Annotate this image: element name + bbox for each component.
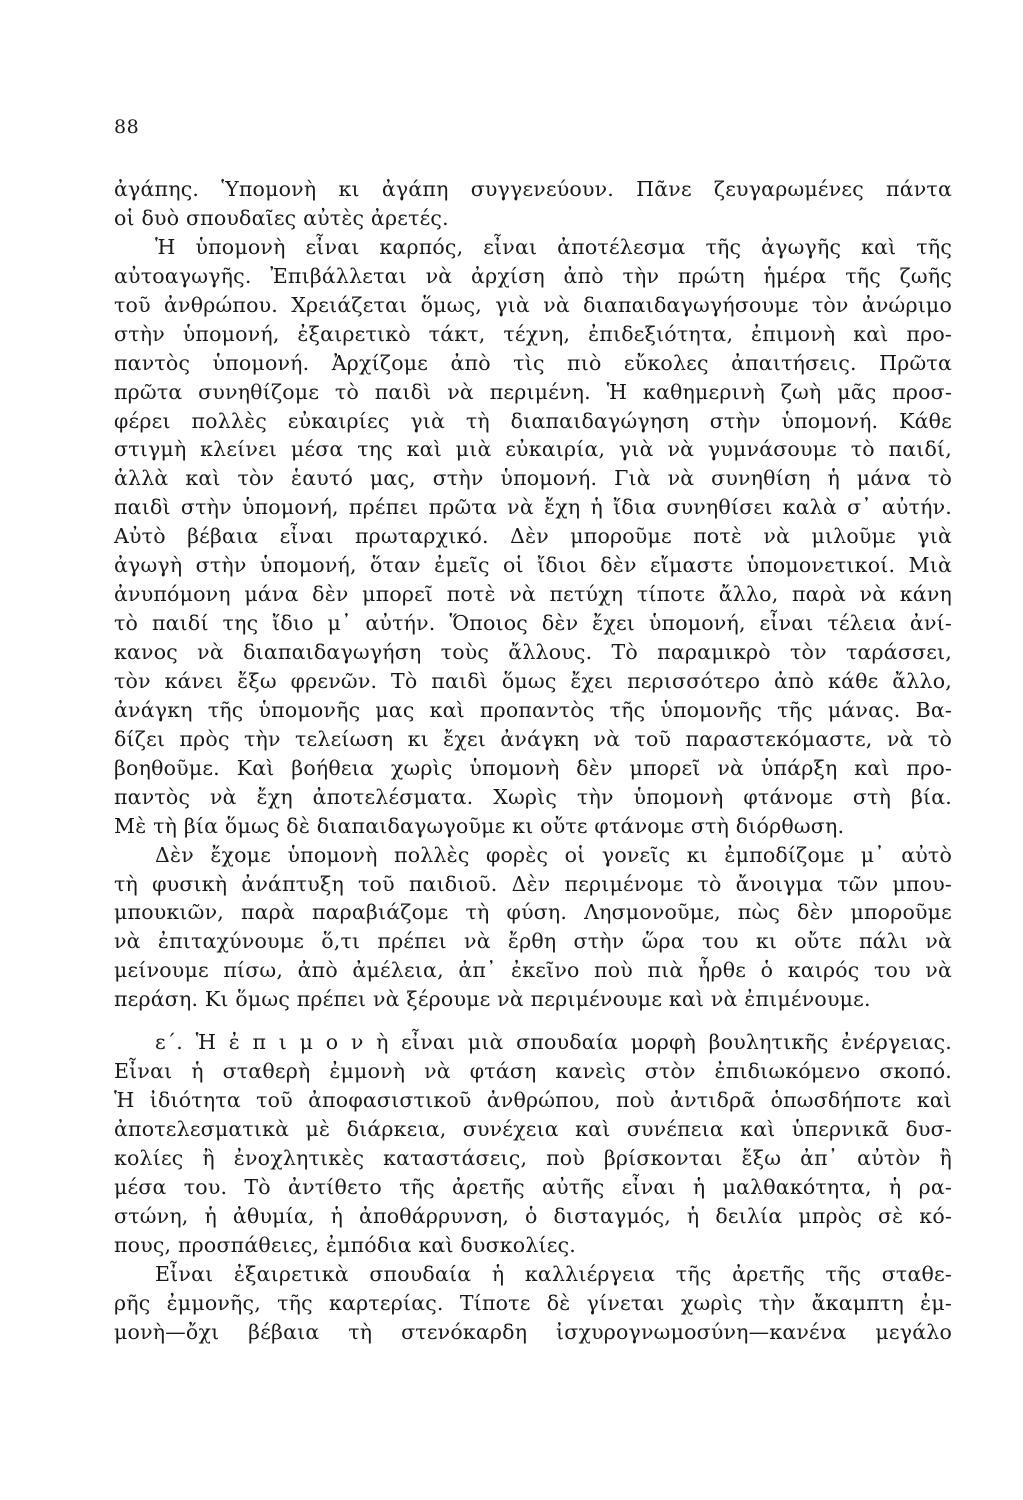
text-line: ἀλλὰ καὶ τὸν ἑαυτό μας, στὴν ὑπομονή. Γιὰ νὰ συνηθίση ἡ μάνα τὸ (114, 466, 952, 491)
text-line: ἀγωγὴ στὴν ὑπομονή, ὅταν ἐμεῖς οἱ ἴδιοι δὲν εἴμαστε ὑπομονετικοί. Μιὰ (114, 553, 952, 578)
text-line: ἀνυπόμονη μάνα δὲν μπορεῖ ποτὲ νὰ πετύχη τίποτε ἄλλο, παρὰ νὰ κάνη (114, 582, 952, 607)
text-line: δίζει πρὸς τὴν τελείωση κι ἔχει ἀνάγκη νὰ τοῦ παραστεκόμαστε, νὰ τὸ (114, 726, 952, 751)
section-spacer (114, 1014, 952, 1028)
text-line: οἱ δυὸ σπουδαῖες αὐτὲς ἀρετές. (114, 205, 449, 230)
text-line: περάση. Κι ὅμως πρέπει νὰ ξέρουμε νὰ περιμένουμε καὶ νὰ ἐπιμένουμε. (114, 987, 871, 1012)
text-line: τὴ φυσικὴ ἀνάπτυξη τοῦ παιδιοῦ. Δὲν περιμένομε τὸ ἄνοιγμα τῶν μπου- (114, 871, 952, 896)
text-line: κολίες ἢ ἐνοχλητικὲς καταστάσεις, ποὺ βρίσκονται ἔξω ἀπ᾽ αὐτὸν ἢ (114, 1145, 952, 1170)
text-line: στιγμὴ κλείνει μέσα της καὶ μιὰ εὐκαιρία, γιὰ νὰ γυμνάσουμε τὸ παιδί, (114, 437, 952, 462)
text-line: πους, προσπάθειες, ἐμπόδια καὶ δυσκολίες. (114, 1232, 576, 1257)
text-line: παντὸς ὑπομονή. Ἀρχίζομε ἀπὸ τὶς πιὸ εὔκολες ἀπαιτήσεις. Πρῶτα (114, 350, 952, 375)
text-line: Ἡ ὑπομονὴ εἶναι καρπός, εἶναι ἀποτέλεσμα τῆς ἀγωγῆς καὶ τῆς (155, 234, 952, 259)
text-line: ρῆς ἐμμονῆς, τῆς καρτερίας. Τίποτε δὲ γίνεται χωρὶς τὴν ἄκαμπτη ἐμ- (114, 1290, 952, 1315)
text-line: ἀνάγκη τῆς ὑπομονῆς μας καὶ προπαντὸς τῆς ὑπομονῆς τῆς μάνας. Βα- (114, 697, 952, 722)
text-line: μονὴ—ὄχι βέβαια τὴ στενόκαρδη ἰσχυρογνωμοσύνη—κανένα μεγάλο (114, 1319, 952, 1344)
body-text (114, 175, 952, 1347)
text-line: μπουκιῶν, παρὰ παραβιάζομε τὴ φύση. Λησμονοῦμε, πὼς δὲν μποροῦμε (114, 900, 952, 925)
page-number: 88 (114, 116, 140, 138)
text-line: Μὲ τὴ βία ὅμως δὲ διαπαιδαγωγοῦμε κι οὔτε φτάνομε στὴ διόρθωση. (114, 813, 845, 838)
text-line: τοῦ ἀνθρώπου. Χρειάζεται ὅμως, γιὰ νὰ διαπαιδαγωγήσουμε τὸν ἀνώριμο (114, 292, 952, 317)
text-line: βοηθοῦμε. Καὶ βοήθεια χωρὶς ὑπομονὴ δὲν μπορεῖ νὰ ὑπάρξη καὶ προ- (114, 755, 952, 780)
text-line: φέρει πολλὲς εὐκαιρίες γιὰ τὴ διαπαιδαγώγηση στὴν ὑπομονή. Κάθε (114, 408, 952, 433)
text-line: Δὲν ἔχομε ὑπομονὴ πολλὲς φορὲς οἱ γονεῖς κι ἐμποδίζομε μ᾽ αὐτὸ (155, 842, 952, 867)
text-line: ε΄. Ἡ ἐ π ι μ ο ν ὴ εἶναι μιὰ σπουδαία μορφὴ βουλητικῆς ἐνέργειας. (155, 1030, 952, 1055)
text-line: νὰ ἐπιταχύνουμε ὅ,τι πρέπει νὰ ἔρθη στὴν ὥρα του κι οὔτε πάλι νὰ (114, 929, 952, 954)
text-line: Ἡ ἰδιότητα τοῦ ἀποφασιστικοῦ ἀνθρώπου, ποὺ ἀντιδρᾶ ὁπωσδήποτε καὶ (114, 1088, 952, 1113)
text-line: τὸ παιδί της ἴδιο μ᾽ αὐτήν. Ὅποιος δὲν ἔχει ὑπομονή, εἶναι τέλεια ἀνί- (114, 611, 952, 636)
text-line: Εἶναι ἡ σταθερὴ ἐμμονὴ νὰ φτάση κανεὶς στὸν ἐπιδιωκόμενο σκοπό. (114, 1059, 952, 1084)
text-line: παιδὶ στὴν ὑπομονή, πρέπει πρῶτα νὰ ἔχη ἡ ἴδια συνηθίσει καλὰ σ᾽ αὐτήν. (114, 495, 952, 520)
text-line: Αὐτὸ βέβαια εἶναι πρωταρχικό. Δὲν μποροῦμε ποτὲ νὰ μιλοῦμε γιὰ (114, 524, 952, 549)
text-line: μέσα του. Τὸ ἀντίθετο τῆς ἀρετῆς αὐτῆς εἶναι ἡ μαλθακότητα, ἡ ρα- (114, 1174, 952, 1199)
text-line: μείνουμε πίσω, ἀπὸ ἀμέλεια, ἀπ᾽ ἐκεῖνο ποὺ πιὰ ἦρθε ὁ καιρός του νὰ (114, 958, 952, 983)
text-line: κανος νὰ διαπαιδαγωγήση τοὺς ἄλλους. Τὸ παραμικρὸ τὸν ταράσσει, (114, 640, 952, 664)
text-line: αὐτοαγωγῆς. Ἐπιβάλλεται νὰ ἀρχίση ἀπὸ τὴν πρώτη ἡμέρα τῆς ζωῆς (114, 263, 952, 288)
text-line: πρῶτα συνηθίζομε τὸ παιδὶ νὰ περιμένη. Ἡ καθημερινὴ ζωὴ μᾶς προσ- (114, 379, 952, 404)
text-line: τὸν κάνει ἔξω φρενῶν. Τὸ παιδὶ ὅμως ἔχει περισσότερο ἀπὸ κάθε ἄλλο, (114, 668, 952, 693)
text-line: στὴν ὑπομονή, ἐξαιρετικὸ τάκτ, τέχνη, ἐπιδεξιότητα, ἐπιμονὴ καὶ προ- (114, 321, 952, 346)
text-line: παντὸς νὰ ἔχη ἀποτελέσματα. Χωρὶς τὴν ὑπομονὴ φτάνομε στὴ βία. (114, 784, 952, 809)
text-line: ἀποτελεσματικὰ μὲ διάρκεια, συνέχεια καὶ συνέπεια καὶ ὑπερνικᾶ δυσ- (114, 1117, 952, 1141)
text-line: Εἶναι ἐξαιρετικὰ σπουδαία ἡ καλλιέργεια τῆς ἀρετῆς τῆς σταθε- (155, 1261, 952, 1286)
text-line: ἀγάπης. Ὑπομονὴ κι ἀγάπη συγγενεύουν. Πᾶνε ζευγαρωμένες πάντα (114, 177, 952, 201)
text-line: στώνη, ἡ ἀθυμία, ἡ ἀποθάρρυνση, ὁ δισταγμός, ἡ δειλία μπρὸς σὲ κό- (114, 1203, 952, 1228)
